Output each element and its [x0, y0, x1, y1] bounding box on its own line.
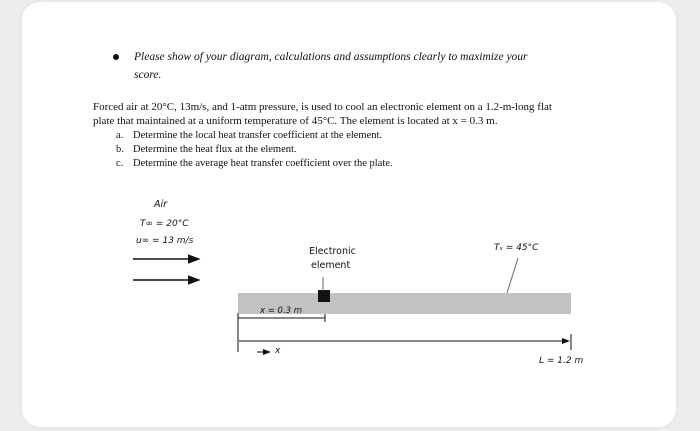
electronic-element [318, 290, 330, 302]
ts-leader-line [507, 258, 518, 293]
item-c-marker: c. [116, 158, 124, 169]
element-label-line-1: Electronic [309, 246, 356, 257]
item-b-text: Determine the heat flux at the element. [133, 144, 297, 155]
item-a-marker: a. [116, 130, 124, 141]
t-inf-label: T∞ = 20°C [140, 219, 189, 229]
length-label: L = 1.2 m [539, 356, 584, 366]
problem-line-2: plate that maintained at a uniform temperature of 45°C. The element is located at x = 0.3 m. [93, 115, 498, 127]
x-location-label: x = 0.3 m [260, 306, 303, 316]
air-label: Air [154, 199, 168, 210]
item-c-text: Determine the average heat transfer coefficient over the plate. [133, 158, 393, 169]
instructions-line-1: Please show of your diagram, calculations and assumptions clearly to maximize your [134, 51, 528, 63]
item-a-text: Determine the local heat transfer coefficient at the element. [133, 130, 383, 141]
instructions-line-2: score. [134, 69, 162, 81]
problem-line-1: Forced air at 20°C, 13m/s, and 1-atm pressure, is used to cool an electronic element on a 1.2-m-long flat [93, 101, 552, 113]
element-label-line-2: element [311, 260, 351, 271]
u-inf-label: u∞ = 13 m/s [136, 236, 194, 246]
surface-temperature-label: Tₛ = 45°C [494, 243, 539, 253]
x-axis-label: x [275, 346, 281, 356]
item-b-marker: b. [116, 144, 124, 155]
